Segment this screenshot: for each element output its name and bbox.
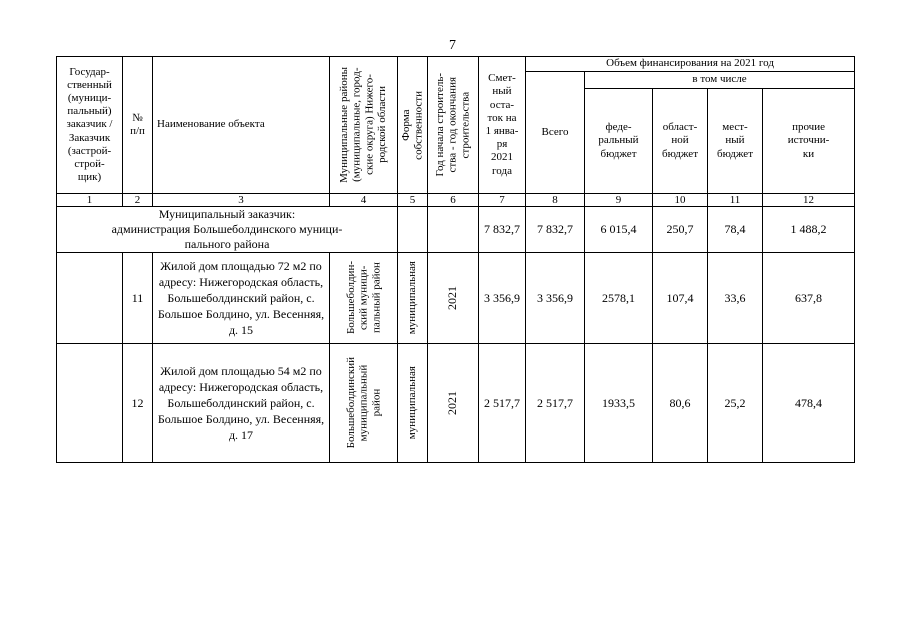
years-cell: [428, 344, 479, 463]
row-number: 11: [123, 253, 153, 344]
ownership: муниципальная: [406, 366, 419, 440]
years: 2021: [445, 391, 460, 415]
header-estimate: Смет- ный оста- ток на 1 янва- ря 2021 года: [479, 57, 526, 194]
customer-total: 7 832,7: [526, 207, 585, 253]
total: 3 356,9: [526, 253, 585, 344]
column-number: 6: [428, 194, 479, 207]
customer-other: 1 488,2: [763, 207, 855, 253]
column-number: 10: [653, 194, 708, 207]
header-regional: област- ной бюджет: [653, 89, 708, 194]
other: 478,4: [763, 344, 855, 463]
header-district: Муниципальные районы (муниципальные, город- ские округа) Нижего- родской области: [338, 67, 389, 183]
header-customer: Государ- ственный (муници- пальный) заказчик / Заказчик (застрой- строй- щик): [57, 57, 123, 194]
column-number: 3: [153, 194, 330, 207]
column-number: 2: [123, 194, 153, 207]
column-number: 4: [330, 194, 398, 207]
ownership-cell: [398, 253, 428, 344]
header-district-cell: [330, 57, 398, 194]
years-cell: [428, 253, 479, 344]
financing-table: [56, 56, 855, 463]
column-number: 9: [585, 194, 653, 207]
object-name: Жилой дом площадью 72 м2 по адресу: Нижегородская область, Большеболдинский район, с. Большое Болдино, ул. Весенняя, д. 15: [153, 253, 330, 344]
header-object-name: Наименование объекта: [153, 57, 330, 194]
district-cell: [330, 344, 398, 463]
empty-cell: [57, 344, 123, 463]
column-number-row: [57, 194, 855, 207]
empty-cell: [398, 207, 428, 253]
district-cell: [330, 253, 398, 344]
regional: 80,6: [653, 344, 708, 463]
header-years-cell: [428, 57, 479, 194]
header-number: № п/п: [123, 57, 153, 194]
customer-label: Муниципальный заказчик: администрация Большеболдинского муници- пального района: [57, 207, 398, 253]
table-row: [57, 344, 855, 463]
local: 25,2: [708, 344, 763, 463]
estimate: 2 517,7: [479, 344, 526, 463]
table-row: [57, 253, 855, 344]
column-number: 11: [708, 194, 763, 207]
header-ownership: Форма собственности: [399, 90, 425, 160]
other: 637,8: [763, 253, 855, 344]
ownership: муниципальная: [406, 261, 419, 335]
column-number: 5: [398, 194, 428, 207]
district: Большеболдинский муниципальный район: [344, 357, 382, 449]
header-ownership-cell: [398, 57, 428, 194]
column-number: 8: [526, 194, 585, 207]
empty-cell: [57, 253, 123, 344]
header-years: Год начала строитель- ства - год окончания строительства: [434, 73, 472, 177]
header-total: Всего: [526, 72, 585, 194]
district: Большеболдин- ский муници- пальный район: [344, 261, 382, 335]
header-local: мест- ный бюджет: [708, 89, 763, 194]
customer-row: [57, 207, 855, 253]
ownership-cell: [398, 344, 428, 463]
estimate: 3 356,9: [479, 253, 526, 344]
customer-local: 78,4: [708, 207, 763, 253]
empty-cell: [428, 207, 479, 253]
page-number: 7: [449, 38, 456, 53]
header-including: в том числе: [585, 72, 855, 89]
customer-federal: 6 015,4: [585, 207, 653, 253]
row-number: 12: [123, 344, 153, 463]
federal: 1933,5: [585, 344, 653, 463]
header-other: прочие источни- ки: [763, 89, 855, 194]
local: 33,6: [708, 253, 763, 344]
customer-estimate: 7 832,7: [479, 207, 526, 253]
federal: 2578,1: [585, 253, 653, 344]
header-federal: феде- ральный бюджет: [585, 89, 653, 194]
customer-regional: 250,7: [653, 207, 708, 253]
column-number: 12: [763, 194, 855, 207]
column-number: 7: [479, 194, 526, 207]
header-funding: Объем финансирования на 2021 год: [526, 57, 855, 72]
years: 2021: [445, 286, 460, 310]
column-number: 1: [57, 194, 123, 207]
total: 2 517,7: [526, 344, 585, 463]
object-name: Жилой дом площадью 54 м2 по адресу: Нижегородская область, Большеболдинский район, с. Большое Болдино, ул. Весенняя, д. 17: [153, 344, 330, 463]
regional: 107,4: [653, 253, 708, 344]
